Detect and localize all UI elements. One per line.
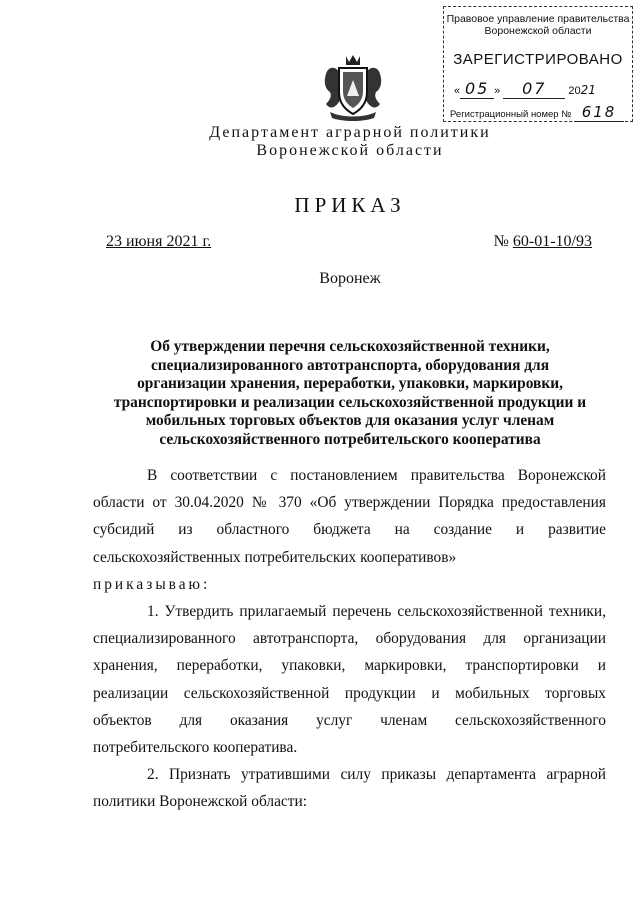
doc-type: ПРИКАЗ bbox=[294, 193, 406, 217]
stamp-status: ЗАРЕГИСТРИРОВАНО bbox=[453, 51, 623, 68]
stamp-line-1: Правовое управление правительства bbox=[446, 13, 630, 25]
order-number-value: 60-01-10/93 bbox=[512, 233, 592, 250]
stamp-month: 07 bbox=[503, 79, 565, 99]
stamp-year-prefix: 20 bbox=[568, 85, 581, 97]
department-line-1: Департамент аграрной политики bbox=[209, 124, 491, 141]
registration-stamp bbox=[443, 6, 633, 122]
order-word: приказываю: bbox=[93, 575, 211, 593]
order-date: 23 июня 2021 г. bbox=[106, 233, 212, 250]
item-1-paragraph: 1. Утвердить прилагаемый перечень сельскохозяйственной техники, специализированного автотранспорта, оборудования для организации хранения, переработки, упаковки, маркировки, транспортировки и реализации сельскохозяйственной продукции и мобильных торговых объектов для оказания услуг членам сельскохозяйственного потребительского кооператива. bbox=[93, 603, 606, 757]
stamp-reg-label: Регистрационный номер № bbox=[450, 109, 572, 120]
stamp-date: « 05 » 07 2021 bbox=[454, 79, 596, 98]
item-2-paragraph: 2. Признать утратившими силу приказы департамента аграрной политики Воронежской области: bbox=[93, 766, 606, 811]
order-heading: Об утверждении перечня сельскохозяйственной техники, специализированного автотранспорта, оборудования для организации хранения, переработки, упаковки, маркировки, транспортировки и реализации сельскохозяйственной продукции и мобильных торговых объектов для оказания услуг членам сельскохозяйственного потребительского кооператива bbox=[113, 338, 587, 448]
order-body bbox=[93, 462, 606, 816]
stamp-line-2: Воронежской области bbox=[484, 25, 592, 37]
stamp-year-suffix: 21 bbox=[580, 83, 596, 97]
stamp-day: 05 bbox=[460, 79, 494, 99]
city: Воронеж bbox=[319, 270, 381, 287]
stamp-reg-number: 618 bbox=[574, 103, 624, 122]
stamp-reg bbox=[450, 103, 624, 122]
order-number-prefix: № bbox=[493, 233, 509, 250]
coat-of-arms-icon bbox=[322, 52, 384, 122]
order-number bbox=[494, 233, 592, 251]
preamble-paragraph: В соответствии с постановлением правительства Воронежской области от 30.04.2020 № 370 «Об утверждении Порядка предоставления субсидий из областного бюджета на создание и развитие сельскохозяйственных потребительских кооперативов» bbox=[93, 467, 606, 566]
department-line-2: Воронежской области bbox=[256, 142, 444, 159]
